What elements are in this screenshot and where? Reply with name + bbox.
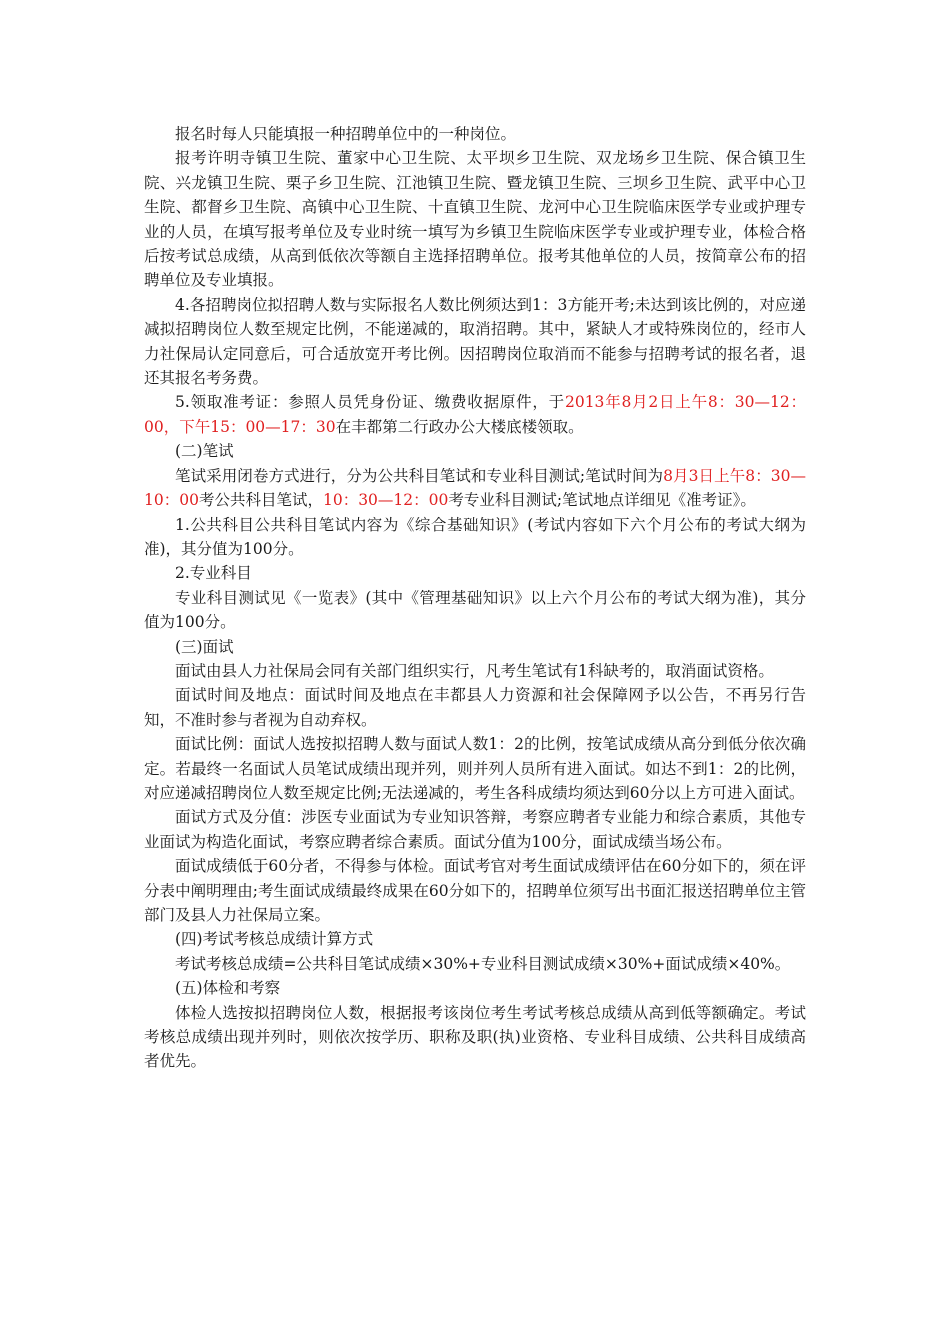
exam-time-highlight-2: 10：30—12：00 — [322, 491, 449, 510]
paragraph-physical-exam: 体检人选按拟招聘岗位人数，根据报考该岗位考生考试考核总成绩从高到低等额确定。考试考核总成绩出现并列时，则依次按学历、职称及职(执)业资格、专业科目成绩、公共科目成绩高者优先。 — [144, 1003, 806, 1071]
paragraph-interview-score: 面试成绩低于60分者，不得参与体检。面试考官对考生面试成绩评估在60分如下的，须在评分表中阐明理由;考生面试成绩最终成果在60分如下的，招聘单位须写出书面汇报送招聘单位主管部门及县人力社保局立案。 — [144, 857, 806, 924]
paragraph-interview-organization: 面试由县人力社保局会同有关部门组织实行，凡考生笔试有1科缺考的，取消面试资格。 — [175, 661, 774, 680]
paragraph-public-subject: 1.公共科目公共科目笔试内容为《综合基础知识》(考试内容如下六个月公布的考试大纲为准)，其分值为100分。 — [144, 515, 806, 558]
paragraph-written-exam-schedule — [144, 464, 806, 513]
document-page — [144, 122, 806, 1074]
paragraph-registration-rule: 报名时每人只能填报一种招聘单位中的一种岗位。 — [175, 125, 517, 143]
paragraph-admission-ticket — [144, 390, 806, 439]
heading-total-score: (四)考试考核总成绩计算方式 — [175, 930, 374, 949]
heading-interview: (三)面试 — [175, 637, 234, 656]
ticket-text-part2: 在丰都第二行政办公大楼底楼领取。 — [335, 417, 584, 436]
heading-professional-subject: 2.专业科目 — [175, 564, 252, 583]
exam-text-part3: 考专业科目测试;笔试地点详细见《准考证》。 — [448, 491, 756, 510]
heading-physical-exam: (五)体检和考察 — [175, 979, 281, 998]
paragraph-interview-time-place: 面试时间及地点：面试时间及地点在丰都县人力资源和社会保障网予以公告，不再另行告知，不准时参与者视为自动弃权。 — [144, 686, 806, 729]
paragraph-professional-subject: 专业科目测试见《一览表》(其中《管理基础知识》以上六个月公布的考试大纲为准)，其分值为100分。 — [144, 588, 806, 632]
exam-text-part1: 笔试采用闭卷方式进行，分为公共科目笔试和专业科目测试;笔试时间为 — [175, 466, 664, 485]
ticket-text-part1: 5.领取准考证：参照人员凭身份证、缴费收据原件，于 — [175, 393, 565, 412]
heading-written-exam: (二)笔试 — [175, 442, 234, 461]
exam-time-highlight-1: 8月3日上午8：30—10：00 — [144, 466, 806, 510]
paragraph-interview-ratio: 面试比例：面试人选按拟招聘人数与面试人数1：2的比例，按笔试成绩从高分到低分依次确定。若最终一名面试人员笔试成绩出现并列，则并列人员所有进入面试。如达不到1：2的比例，对应递减招聘岗位人数至规定比例;无法递减的，考生各科成绩均须达到60分以上方可进入面试。 — [144, 735, 806, 802]
paragraph-total-score-formula: 考试考核总成绩=公共科目笔试成绩×30%+专业科目测试成绩×30%+面试成绩×40%。 — [175, 954, 791, 973]
paragraph-ratio-rule: 4.各招聘岗位拟招聘人数与实际报名人数比例须达到1：3方能开考;未达到该比例的，对应递减拟招聘岗位人数至规定比例，不能递减的，取消招聘。其中，紧缺人才或特殊岗位的，经市人力社保局认定同意后，可合适放宽开考比例。因招聘岗位取消而不能参与招聘考试的报名者，退还其报名考务费。 — [144, 295, 806, 388]
paragraph-interview-method: 面试方式及分值：涉医专业面试为专业知识答辩，考察应聘者专业能力和综合素质，其他专业面试为构造化面试，考察应聘者综合素质。面试分值为100分，面试成绩当场公布。 — [144, 808, 806, 851]
exam-text-part2: 考公共科目笔试， — [198, 491, 323, 510]
paragraph-township-hospitals: 报考许明寺镇卫生院、董家中心卫生院、太平坝乡卫生院、双龙场乡卫生院、保合镇卫生院、兴龙镇卫生院、栗子乡卫生院、江池镇卫生院、暨龙镇卫生院、三坝乡卫生院、武平中心卫生院、都督乡卫生院、高镇中心卫生院、十直镇卫生院、龙河中心卫生院临床医学专业或护理专业的人员，在填写报考单位及专业时统一填写为乡镇卫生院临床医学专业或护理专业，体检合格后按考试总成绩，从高到低依次等额自主选择招聘单位。报考其他单位的人员，按简章公布的招聘单位及专业填报。 — [144, 149, 806, 290]
ticket-time-highlight: 2013年8月2日上午8：30—12：00，下午15：00—17：30 — [144, 393, 807, 436]
